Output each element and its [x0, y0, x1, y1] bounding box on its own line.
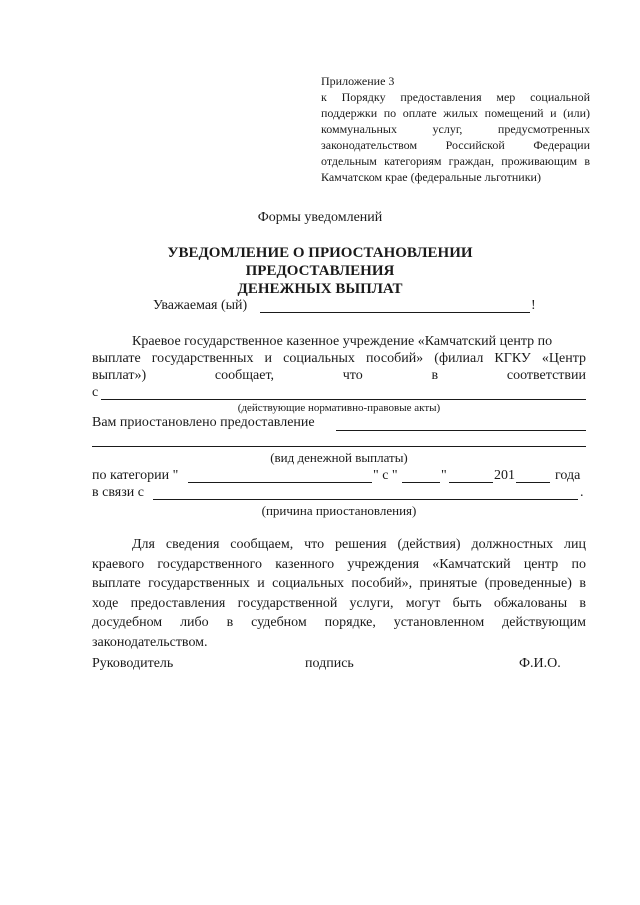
day-field[interactable] [402, 482, 440, 483]
paragraph-line: досудебном либо в судебном порядке, установленном действующим [92, 615, 586, 630]
year-field[interactable] [516, 482, 550, 483]
appendix-block [321, 73, 590, 185]
signature-name-label: Ф.И.О. [519, 656, 561, 671]
paragraph-line: Для сведения сообщаем, что решения (действия) должностных лиц [132, 537, 586, 552]
month-field[interactable] [449, 482, 493, 483]
category-field[interactable] [188, 482, 372, 483]
year-prefix: 201 [494, 468, 515, 483]
date-quote-close: " [441, 468, 447, 483]
reason-field[interactable] [153, 499, 578, 500]
paragraph-line: законодательством. [92, 634, 208, 650]
caption-reason: (причина приостановления) [261, 503, 417, 518]
appendix-line: отдельным категориям граждан, проживающим в [321, 154, 590, 168]
category-label: по категории " [92, 468, 179, 483]
payment-type-field-1[interactable] [336, 430, 586, 431]
notice-title-line: УВЕДОМЛЕНИЕ О ПРИОСТАНОВЛЕНИИ ПРЕДОСТАВЛЕНИЯ [167, 245, 473, 279]
caption-legal-acts: (действующие нормативно-правовые акты) [237, 402, 441, 414]
recipient-name-field[interactable] [260, 312, 530, 313]
year-suffix: года [555, 468, 581, 483]
appendix-title: Приложение 3 [321, 74, 395, 88]
suspended-label: Вам приостановлено предоставление [92, 415, 315, 430]
appendix-line: коммунальных услуг, предусмотренных [321, 122, 590, 136]
appendix-line: поддержки по оплате жилых помещений и (или) [321, 106, 590, 120]
reason-label: в связи с [92, 485, 144, 500]
caption-payment-type: (вид денежной выплаты) [270, 450, 408, 465]
paragraph-line: ходе предоставления государственной услуги, могут быть обжалованы в [92, 595, 586, 611]
forms-title: Формы уведомлений [257, 210, 383, 225]
body-line: выплат») сообщает, что в соответствии [92, 368, 586, 383]
appeal-paragraph [92, 535, 586, 652]
body-line: выплате государственных и социальных пособий» (филиал КГКУ «Центр [92, 351, 586, 366]
greeting-label: Уважаемая (ый) [153, 298, 248, 313]
body-line: Краевое государственное казенное учреждение «Камчатский центр по [132, 334, 553, 349]
appendix-line: к Порядку предоставления мер социальной [321, 90, 590, 104]
body-line-start: с [92, 385, 99, 400]
paragraph-line: краевого государственного казенного учреждения «Камчатский центр по [92, 556, 586, 572]
appendix-line: законодательством Российской Федерации [321, 138, 590, 152]
appendix-line: Камчатском крае (федеральные льготники) [321, 170, 541, 184]
legal-acts-field[interactable] [101, 399, 586, 400]
category-quote-close: " с " [373, 468, 398, 483]
payment-type-field-2[interactable] [92, 446, 586, 447]
reason-end: . [580, 485, 584, 500]
signature-sign-label: подпись [305, 656, 354, 671]
notice-title-line: ДЕНЕЖНЫХ ВЫПЛАТ [237, 281, 403, 297]
signature-head-label: Руководитель [92, 656, 174, 671]
greeting-end: ! [531, 298, 536, 313]
paragraph-line: выплате государственных и социальных пособий», принятые (проведенные) в [92, 576, 586, 591]
notice-title [100, 244, 540, 298]
